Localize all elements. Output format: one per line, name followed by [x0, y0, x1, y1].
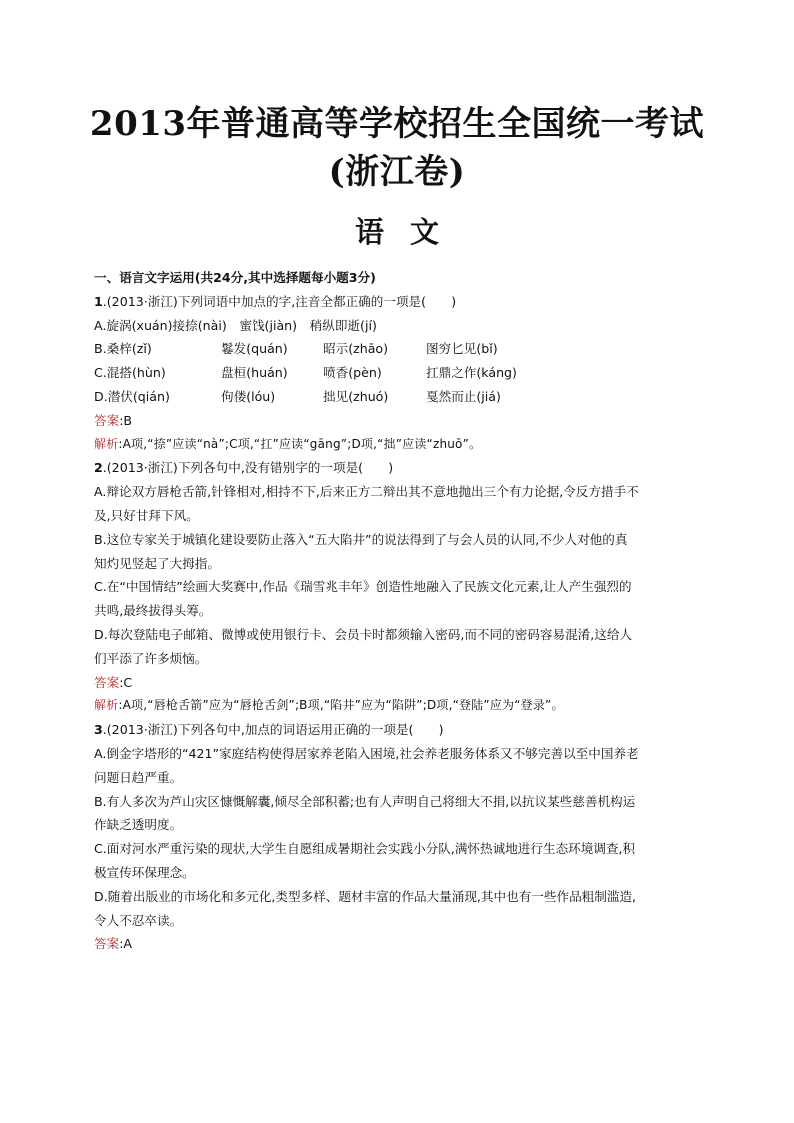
q1-answer — [94, 409, 700, 433]
q2-option-d-line2: 们平添了许多烦恼。 — [94, 650, 208, 666]
q1-explanation — [94, 433, 700, 457]
option-item: 盘桓(huán) — [221, 365, 288, 381]
q3-option-d-line2: 令人不忍卒读。 — [94, 912, 183, 928]
option-item: 拙见(zhuó) — [323, 388, 389, 404]
option-item: 喷香(pèn) — [323, 365, 382, 381]
q2-option-a-line1: A.辩论双方唇枪舌箭,针锋相对,相持不下,后来正方二辩出其不意地抛出三个有力论据,令反方措手不 — [94, 484, 639, 500]
option-item: 图穷匕见(bǐ) — [426, 341, 498, 357]
option-item: D.潜伏(qián) — [94, 388, 170, 404]
answer-value: :C — [119, 674, 133, 690]
section-heading: 一、语言文字运用(共24分,其中选择题每小题3分) — [94, 270, 376, 285]
q1-option-a: A.旋涡(xuán)接捺(nài) 蜜饯(jiàn) 稍纵即逝(jí) — [94, 317, 377, 333]
question-source: .(2013·浙江) — [102, 722, 178, 738]
question-number: 2 — [94, 460, 103, 476]
option-item: 扛鼎之作(káng) — [426, 365, 517, 381]
q1-option-d — [94, 385, 700, 409]
exam-content — [94, 266, 700, 956]
question-text: 下列各句中,加点的词语运用正确的一项是( ) — [177, 722, 444, 738]
question-text: 下列词语中加点的字,注音全都正确的一项是( ) — [177, 293, 457, 309]
question-source: .(2013·浙江) — [102, 293, 178, 309]
q2-answer — [94, 671, 700, 695]
q3-option-d-line1: D.随着出版业的市场化和多元化,类型多样、题材丰富的作品大量涌现,其中也有一些作品粗制滥造, — [94, 888, 637, 904]
option-item: 昭示(zhāo) — [323, 341, 389, 357]
q3-option-b-line2: 作缺乏透明度。 — [94, 817, 183, 833]
answer-label: 答案 — [94, 936, 120, 952]
question-number: 1 — [94, 293, 103, 309]
q3-answer — [94, 932, 700, 956]
q3-option-c-line2: 极宣传环保理念。 — [94, 864, 195, 880]
q3-option-b-line1: B.有人多次为芦山灾区慷慨解囊,倾尽全部积蓄;也有人声明自己将细大不捐,以抗议某些慈善机构运 — [94, 793, 636, 809]
q3-option-a-line2: 问题日趋严重。 — [94, 769, 183, 785]
q1-option-b — [94, 337, 700, 361]
q2-option-d-line1: D.每次登陆电子邮箱、微博或使用银行卡、会员卡时都须输入密码,而不同的密码容易混淆,这给人 — [94, 626, 633, 642]
explanation-text: :A项,“捺”应读“nà”;C项,“扛”应读“gāng”;D项,“拙”应读“zhuō”。 — [118, 436, 482, 451]
exam-province: (浙江卷) — [328, 152, 466, 192]
q2-option-c-line1: C.在“中国情结”绘画大奖赛中,作品《瑞雪兆丰年》创造性地融入了民族文化元素,让人产生强烈的 — [94, 579, 632, 595]
exam-title: 2013年普通高等学校招生全国统一考试 — [89, 104, 705, 144]
answer-value: :B — [119, 412, 133, 428]
q2-option-b-line2: 知灼见竖起了大拇指。 — [94, 555, 220, 571]
option-item: C.混搭(hùn) — [94, 365, 166, 381]
q3-option-c-line1: C.面对河水严重污染的现状,大学生自愿组成暑期社会实践小分队,满怀热诚地进行生态环境调查,积 — [94, 841, 636, 857]
answer-label: 答案 — [94, 674, 120, 690]
question-number: 3 — [94, 722, 103, 738]
answer-value: :A — [119, 936, 133, 952]
q2-option-c-line2: 共鸣,最终拔得头筹。 — [94, 603, 212, 619]
question-1-stem — [94, 290, 700, 314]
option-item: 戛然而止(jiá) — [426, 388, 501, 404]
question-2-stem — [94, 456, 700, 480]
question-text: 下列各句中,没有错别字的一项是( ) — [177, 460, 394, 476]
q2-option-b-line1: B.这位专家关于城镇化建设要防止落入“五大陷井”的说法得到了与会人员的认同,不少人对他的真 — [94, 531, 628, 547]
question-source: .(2013·浙江) — [102, 460, 178, 476]
explanation-label: 解析 — [94, 436, 119, 451]
subject-heading: 语文 — [354, 215, 465, 249]
answer-label: 答案 — [94, 412, 120, 428]
option-item: B.桑梓(zǐ) — [94, 341, 152, 357]
q1-option-c — [94, 361, 700, 385]
explanation-label: 解析 — [94, 698, 119, 713]
option-item: 佝偻(lóu) — [221, 388, 276, 404]
q3-option-a-line1: A.倒金字塔形的“421”家庭结构使得居家养老陷入困境,社会养老服务体系又不够完善以至中国养老 — [94, 745, 639, 761]
option-item: 鬈发(quán) — [221, 341, 288, 357]
explanation-text: :A项,“唇枪舌箭”应为“唇枪舌剑”;B项,“陷井”应为“陷阱”;D项,“登陆”应为“登录”。 — [118, 698, 564, 713]
q2-option-a-line2: 及,只好甘拜下风。 — [94, 507, 199, 523]
q2-explanation — [94, 694, 700, 718]
question-3-stem — [94, 718, 700, 742]
